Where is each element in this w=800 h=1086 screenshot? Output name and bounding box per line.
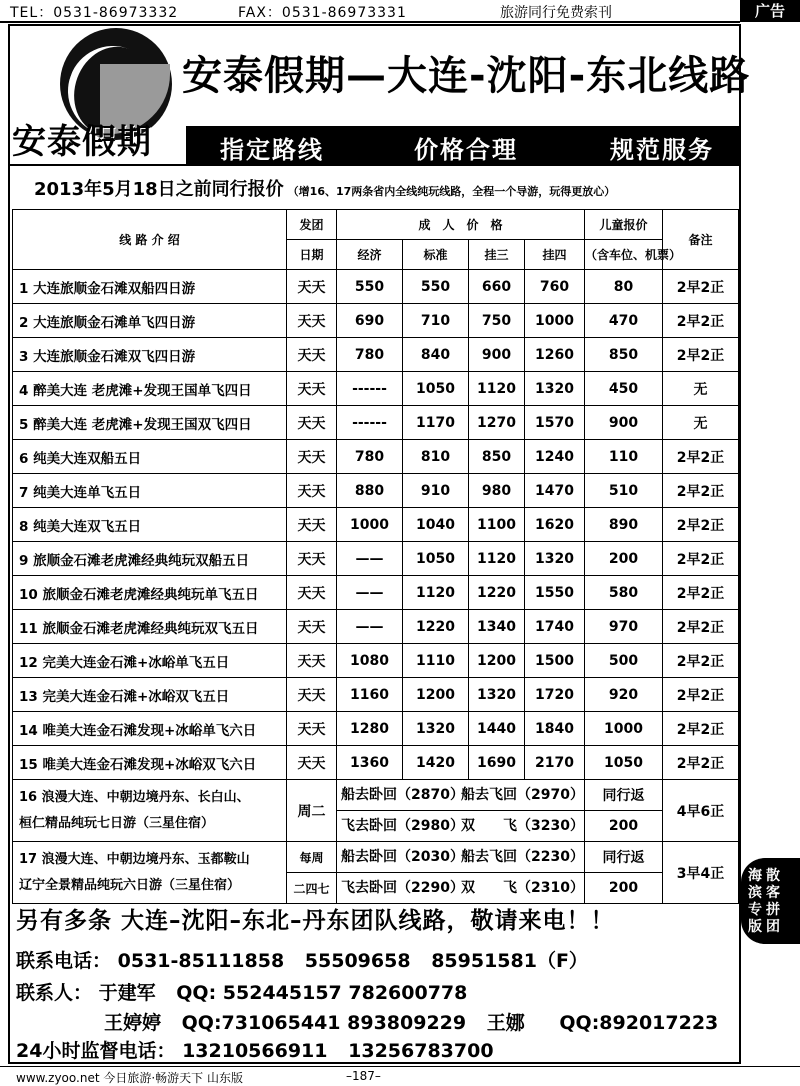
route-line-1: 17 浪漫大连、中朝边境丹东、玉都鞍山 xyxy=(19,851,250,867)
remark: 2早2正 xyxy=(663,610,739,644)
side-tab-col: 散客拼团 xyxy=(766,868,780,935)
side-tab xyxy=(741,858,800,944)
slogan-price: 价格合理 xyxy=(414,136,518,164)
contact-person-line xyxy=(104,1008,718,1035)
price-four: 1840 xyxy=(525,712,585,746)
header-standard: 标准 xyxy=(403,240,469,270)
header-three: 挂三 xyxy=(469,240,525,270)
header-child: 儿童报价 xyxy=(585,210,663,240)
remark: 2早2正 xyxy=(663,746,739,780)
route-name: 15 唯美大连金石滩发现+冰峪双飞六日 xyxy=(13,746,287,780)
route-line-2: 辽宁全景精品纯玩六日游（三星住宿） xyxy=(19,877,241,893)
remark: 2早2正 xyxy=(663,644,739,678)
price-three: 1220 xyxy=(469,576,525,610)
remark: 2早2正 xyxy=(663,542,739,576)
price-three: 1100 xyxy=(469,508,525,542)
table-row xyxy=(13,406,739,440)
child-price: 510 xyxy=(585,474,663,508)
child-price: 110 xyxy=(585,440,663,474)
hotline-number: 13256783700 xyxy=(348,1040,494,1062)
contact-person: 于建军 xyxy=(98,982,156,1004)
remark: 2早2正 xyxy=(663,270,739,304)
remark: 2早2正 xyxy=(663,712,739,746)
table-row xyxy=(13,780,739,811)
header-remark: 备注 xyxy=(663,210,739,270)
header-depart-2: 日期 xyxy=(287,240,337,270)
depart-date: 天天 xyxy=(287,270,337,304)
child-price: 200 xyxy=(585,873,663,904)
price-three: 900 xyxy=(469,338,525,372)
price-line xyxy=(337,842,585,873)
child-price: 同行返 xyxy=(585,842,663,873)
price-economy: 1000 xyxy=(337,508,403,542)
price-standard: 1420 xyxy=(403,746,469,780)
route-name: 8 纯美大连双飞五日 xyxy=(13,508,287,542)
route-name: 14 唯美大连金石滩发现+冰峪单飞六日 xyxy=(13,712,287,746)
side-tab-col: 海滨专版 xyxy=(748,868,762,935)
child-price: 970 xyxy=(585,610,663,644)
table-row xyxy=(13,474,739,508)
price-standard: 550 xyxy=(403,270,469,304)
remark: 无 xyxy=(663,372,739,406)
price-option: 飞去卧回（2290） xyxy=(341,879,464,896)
footer-divider xyxy=(0,1066,800,1067)
price-four: 1620 xyxy=(525,508,585,542)
price-date-heading xyxy=(34,175,615,201)
route-name: 10 旅顺金石滩老虎滩经典纯玩单飞五日 xyxy=(13,576,287,610)
depart-date: 天天 xyxy=(287,746,337,780)
price-economy: 1360 xyxy=(337,746,403,780)
phone-number: 0531-85111858 xyxy=(117,950,285,972)
footer-site: www.zyoo.net 今日旅游·畅游天下 山东版 xyxy=(16,1071,243,1085)
price-economy: 880 xyxy=(337,474,403,508)
price-four: 1000 xyxy=(525,304,585,338)
price-four: 760 xyxy=(525,270,585,304)
route-name: 12 完美大连金石滩+冰峪单飞五日 xyxy=(13,644,287,678)
table-special-body xyxy=(13,780,739,904)
price-four: 1720 xyxy=(525,678,585,712)
price-four: 1240 xyxy=(525,440,585,474)
price-three: 1270 xyxy=(469,406,525,440)
more-routes-notice: 另有多条 大连–沈阳–东北–丹东团队线路，敬请来电！！ xyxy=(16,908,615,934)
phone-label: 联系电话： xyxy=(16,950,112,972)
price-option: 船去卧回（2030） xyxy=(341,848,464,865)
price-standard: 1170 xyxy=(403,406,469,440)
price-standard: 840 xyxy=(403,338,469,372)
route-name: 2 大连旅顺金石滩单飞四日游 xyxy=(13,304,287,338)
price-standard: 1320 xyxy=(403,712,469,746)
price-line xyxy=(337,780,585,811)
route-name: 6 纯美大连双船五日 xyxy=(13,440,287,474)
depart-date: 天天 xyxy=(287,508,337,542)
price-option: 双 飞（3230） xyxy=(461,817,584,834)
remark: 4早6正 xyxy=(663,780,739,842)
depart-date: 周二 xyxy=(287,780,337,842)
price-three: 1690 xyxy=(469,746,525,780)
price-three: 1320 xyxy=(469,678,525,712)
route-name xyxy=(13,842,287,904)
child-price: 850 xyxy=(585,338,663,372)
table-row xyxy=(13,712,739,746)
depart-date: 天天 xyxy=(287,304,337,338)
price-economy: 690 xyxy=(337,304,403,338)
price-standard: 1200 xyxy=(403,678,469,712)
price-standard: 1050 xyxy=(403,372,469,406)
table-body xyxy=(13,270,739,780)
price-three: 1120 xyxy=(469,372,525,406)
table-row xyxy=(13,576,739,610)
price-economy: 1080 xyxy=(337,644,403,678)
depart-date: 天天 xyxy=(287,576,337,610)
child-price: 900 xyxy=(585,406,663,440)
price-four: 1470 xyxy=(525,474,585,508)
price-economy: ------ xyxy=(337,372,403,406)
price-economy: —— xyxy=(337,542,403,576)
depart-date: 天天 xyxy=(287,610,337,644)
remark: 2早2正 xyxy=(663,440,739,474)
table-row xyxy=(13,842,739,873)
header-divider xyxy=(10,164,741,166)
depart-date: 天天 xyxy=(287,712,337,746)
price-economy: —— xyxy=(337,576,403,610)
price-standard: 810 xyxy=(403,440,469,474)
remark: 3早4正 xyxy=(663,842,739,904)
remark: 无 xyxy=(663,406,739,440)
price-three: 980 xyxy=(469,474,525,508)
child-price: 200 xyxy=(585,811,663,842)
table-row xyxy=(13,508,739,542)
price-date: 2013年5月18日之前同行报价 xyxy=(34,179,284,200)
route-price-table xyxy=(12,209,739,904)
table-row xyxy=(13,644,739,678)
child-price: 200 xyxy=(585,542,663,576)
tel-number: TEL：0531-86973332 xyxy=(10,5,179,21)
price-standard: 1120 xyxy=(403,576,469,610)
route-name: 7 纯美大连单飞五日 xyxy=(13,474,287,508)
depart-date: 天天 xyxy=(287,440,337,474)
price-four: 1570 xyxy=(525,406,585,440)
price-economy: ------ xyxy=(337,406,403,440)
route-name: 3 大连旅顺金石滩双飞四日游 xyxy=(13,338,287,372)
price-standard: 1110 xyxy=(403,644,469,678)
hotline-line xyxy=(16,1036,494,1063)
price-option: 双 飞（2310） xyxy=(461,879,584,896)
depart-date: 天天 xyxy=(287,644,337,678)
depart-date: 每周 xyxy=(287,842,337,873)
depart-date: 天天 xyxy=(287,338,337,372)
price-economy: 550 xyxy=(337,270,403,304)
header-economy: 经济 xyxy=(337,240,403,270)
contact-person: 王娜 xyxy=(486,1012,525,1034)
hotline-number: 13210566911 xyxy=(182,1040,328,1062)
price-standard: 710 xyxy=(403,304,469,338)
hotline-label: 24小时监督电话： xyxy=(16,1040,176,1062)
header-route: 线 路 介 绍 xyxy=(13,210,287,270)
header-child-note: （含车位、机票） xyxy=(585,240,663,270)
price-economy: 1280 xyxy=(337,712,403,746)
price-option: 船去飞回（2230） xyxy=(461,848,584,865)
logo-text: 安泰假期 xyxy=(12,122,152,162)
remark: 2早2正 xyxy=(663,474,739,508)
depart-date: 二四七 xyxy=(287,873,337,904)
depart-date: 天天 xyxy=(287,372,337,406)
child-price: 80 xyxy=(585,270,663,304)
index-label: 旅游同行免费索刊 xyxy=(500,5,612,21)
price-option: 船去卧回（2870） xyxy=(341,786,464,803)
price-four: 1740 xyxy=(525,610,585,644)
slogan-route: 指定路线 xyxy=(220,136,324,164)
price-four: 1320 xyxy=(525,542,585,576)
price-four: 1550 xyxy=(525,576,585,610)
price-standard: 1040 xyxy=(403,508,469,542)
child-price: 1050 xyxy=(585,746,663,780)
contact-qq: QQ:731065441 893809229 xyxy=(181,1012,467,1034)
contact-person: 王婷婷 xyxy=(104,1012,162,1034)
table-row xyxy=(13,372,739,406)
ad-badge: 广告 xyxy=(740,0,800,22)
price-economy: 780 xyxy=(337,440,403,474)
price-three: 660 xyxy=(469,270,525,304)
contact-label: 联系人： xyxy=(16,982,93,1004)
price-line xyxy=(337,873,585,904)
price-three: 750 xyxy=(469,304,525,338)
price-line xyxy=(337,811,585,842)
price-option: 船去飞回（2970） xyxy=(461,786,584,803)
phone-number: 85951581（F） xyxy=(431,950,588,972)
child-price: 450 xyxy=(585,372,663,406)
price-four: 2170 xyxy=(525,746,585,780)
contact-qq: QQ: 552445157 782600778 xyxy=(176,982,468,1004)
remark: 2早2正 xyxy=(663,576,739,610)
slogan-bar xyxy=(186,126,741,164)
price-standard: 1050 xyxy=(403,542,469,576)
child-price: 500 xyxy=(585,644,663,678)
price-standard: 910 xyxy=(403,474,469,508)
header-depart-1: 发团 xyxy=(287,210,337,240)
price-three: 1340 xyxy=(469,610,525,644)
depart-date: 天天 xyxy=(287,406,337,440)
child-price: 1000 xyxy=(585,712,663,746)
price-three: 1440 xyxy=(469,712,525,746)
child-price: 580 xyxy=(585,576,663,610)
route-line-2: 桓仁精品纯玩七日游（三星住宿） xyxy=(19,815,215,831)
remark: 2早2正 xyxy=(663,304,739,338)
route-name: 9 旅顺金石滩老虎滩经典纯玩双船五日 xyxy=(13,542,287,576)
child-price: 890 xyxy=(585,508,663,542)
top-strip xyxy=(0,0,800,22)
route-name: 1 大连旅顺金石滩双船四日游 xyxy=(13,270,287,304)
price-four: 1320 xyxy=(525,372,585,406)
table-row xyxy=(13,746,739,780)
route-name: 11 旅顺金石滩老虎滩经典纯玩双飞五日 xyxy=(13,610,287,644)
price-three: 1120 xyxy=(469,542,525,576)
table-row xyxy=(13,270,739,304)
price-three: 1200 xyxy=(469,644,525,678)
table-row xyxy=(13,610,739,644)
price-economy: —— xyxy=(337,610,403,644)
contact-phone-line xyxy=(16,946,588,973)
price-note: （增16、17两条省内全线纯玩线路，全程一个导游，玩得更放心） xyxy=(287,185,616,198)
route-name: 5 醉美大连 老虎滩+发现王国双飞四日 xyxy=(13,406,287,440)
price-economy: 1160 xyxy=(337,678,403,712)
slogan-service: 规范服务 xyxy=(610,136,714,164)
child-price: 同行返 xyxy=(585,780,663,811)
fax-number: FAX：0531-86973331 xyxy=(238,5,407,21)
price-standard: 1220 xyxy=(403,610,469,644)
price-option: 飞去卧回（2980） xyxy=(341,817,464,834)
header-four: 挂四 xyxy=(525,240,585,270)
table-row xyxy=(13,678,739,712)
table-header-row-1 xyxy=(13,210,739,240)
child-price: 920 xyxy=(585,678,663,712)
remark: 2早2正 xyxy=(663,338,739,372)
child-price: 470 xyxy=(585,304,663,338)
route-name xyxy=(13,780,287,842)
route-line-1: 16 浪漫大连、中朝边境丹东、长白山、 xyxy=(19,789,250,805)
contact-qq: QQ:892017223 xyxy=(559,1012,719,1034)
contact-person-line xyxy=(16,978,467,1005)
remark: 2早2正 xyxy=(663,678,739,712)
top-divider xyxy=(0,21,740,23)
remark: 2早2正 xyxy=(663,508,739,542)
table-row xyxy=(13,542,739,576)
route-name: 13 完美大连金石滩+冰峪双飞五日 xyxy=(13,678,287,712)
price-three: 850 xyxy=(469,440,525,474)
table-row xyxy=(13,440,739,474)
price-four: 1500 xyxy=(525,644,585,678)
page-number: –187– xyxy=(346,1069,381,1083)
page-footer xyxy=(16,1069,381,1086)
phone-number: 55509658 xyxy=(304,950,411,972)
depart-date: 天天 xyxy=(287,678,337,712)
price-economy: 780 xyxy=(337,338,403,372)
depart-date: 天天 xyxy=(287,542,337,576)
header-adult: 成 人 价 格 xyxy=(337,210,585,240)
price-four: 1260 xyxy=(525,338,585,372)
table-row xyxy=(13,304,739,338)
table-row xyxy=(13,338,739,372)
route-name: 4 醉美大连 老虎滩+发现王国单飞四日 xyxy=(13,372,287,406)
page-title: 安泰假期—大连-沈阳-东北线路 xyxy=(182,53,751,99)
depart-date: 天天 xyxy=(287,474,337,508)
